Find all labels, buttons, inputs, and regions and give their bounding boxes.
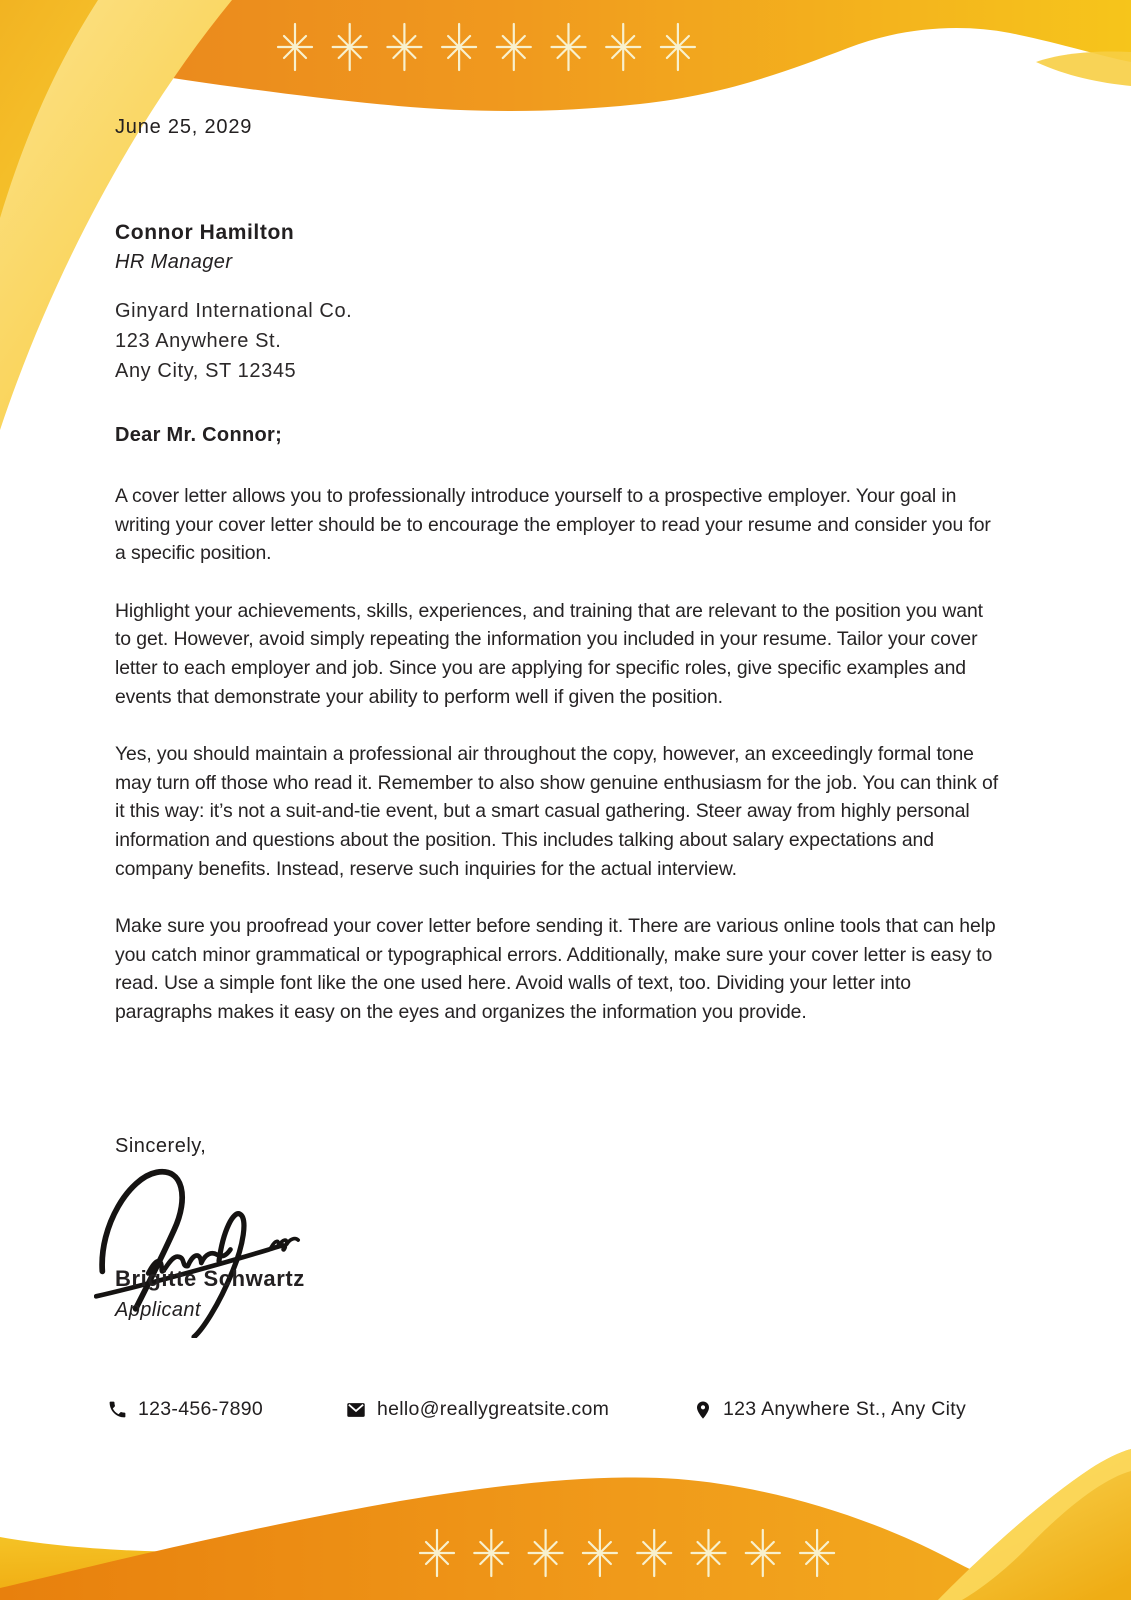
signer-name: Brigitte Schwartz <box>115 1266 305 1291</box>
recipient-address-line1: 123 Anywhere St. <box>115 330 282 352</box>
signer-role: Applicant <box>115 1299 201 1321</box>
header-right-sliver <box>1036 51 1131 86</box>
phone-icon <box>107 1399 128 1420</box>
paragraph-2: Highlight your achievements, skills, experiences, and training that are relevant to the position you want to get. However, avoid simply repeating the information you included in your resume. Tailor your cover letter to each employer and job. Since you are applying for specific roles, give specific examples and events that demonstrate your ability to perform well if given the position. <box>115 599 983 708</box>
contact-phone-text: 123-456-7890 <box>138 1398 264 1420</box>
location-pin-icon <box>693 1399 713 1421</box>
salutation: Dear Mr. Connor; <box>115 424 283 446</box>
envelope-icon <box>345 1399 367 1421</box>
contact-phone <box>107 1398 263 1421</box>
letter-date: June 25, 2029 <box>115 116 253 138</box>
letter-body <box>115 482 1000 1056</box>
closing-salutation: Sincerely, <box>115 1135 207 1157</box>
contact-email <box>345 1398 609 1421</box>
recipient-name: Connor Hamilton <box>115 221 295 244</box>
recipient-company: Ginyard International Co. <box>115 300 353 322</box>
paragraph-4: Make sure you proofread your cover letter before sending it. There are various online tools that can help you catch minor grammatical or typographical errors. Additionally, make sure your cover letter is easy to read. Use a simple font like the one used here. Avoid walls of text, too. Dividing your letter into paragraphs makes it easy on the eyes and organizes the information you provide. <box>115 915 996 1023</box>
footer-orange-wave <box>0 1477 1040 1600</box>
contact-address <box>693 1398 966 1421</box>
recipient-title: HR Manager <box>115 251 233 273</box>
recipient-address-line2: Any City, ST 12345 <box>115 360 297 382</box>
contact-address-text: 123 Anywhere St., Any City <box>723 1398 967 1420</box>
paragraph-3: Yes, you should maintain a professional air throughout the copy, however, an exceedingly formal tone may turn off those who read it. Remember to also show genuine enthusiasm for the job. You can think of it this way: it’s not a suit-and-tie event, but a smart casual gathering. Steer away from highly personal information and questions about the position. This includes talking about salary expectations and company benefits. Instead, reserve such inquiries for the actual interview. <box>115 743 999 880</box>
recipient-address <box>115 296 352 386</box>
footer-wave-decoration <box>0 1425 1131 1600</box>
contact-email-text: hello@reallygreatsite.com <box>377 1398 610 1420</box>
paragraph-1: A cover letter allows you to professionally introduce yourself to a prospective employer. Your goal in writing your cover letter should be to encourage the employer to read your resume and consider you for a specific position. <box>115 485 991 565</box>
recipient-block <box>115 221 352 386</box>
